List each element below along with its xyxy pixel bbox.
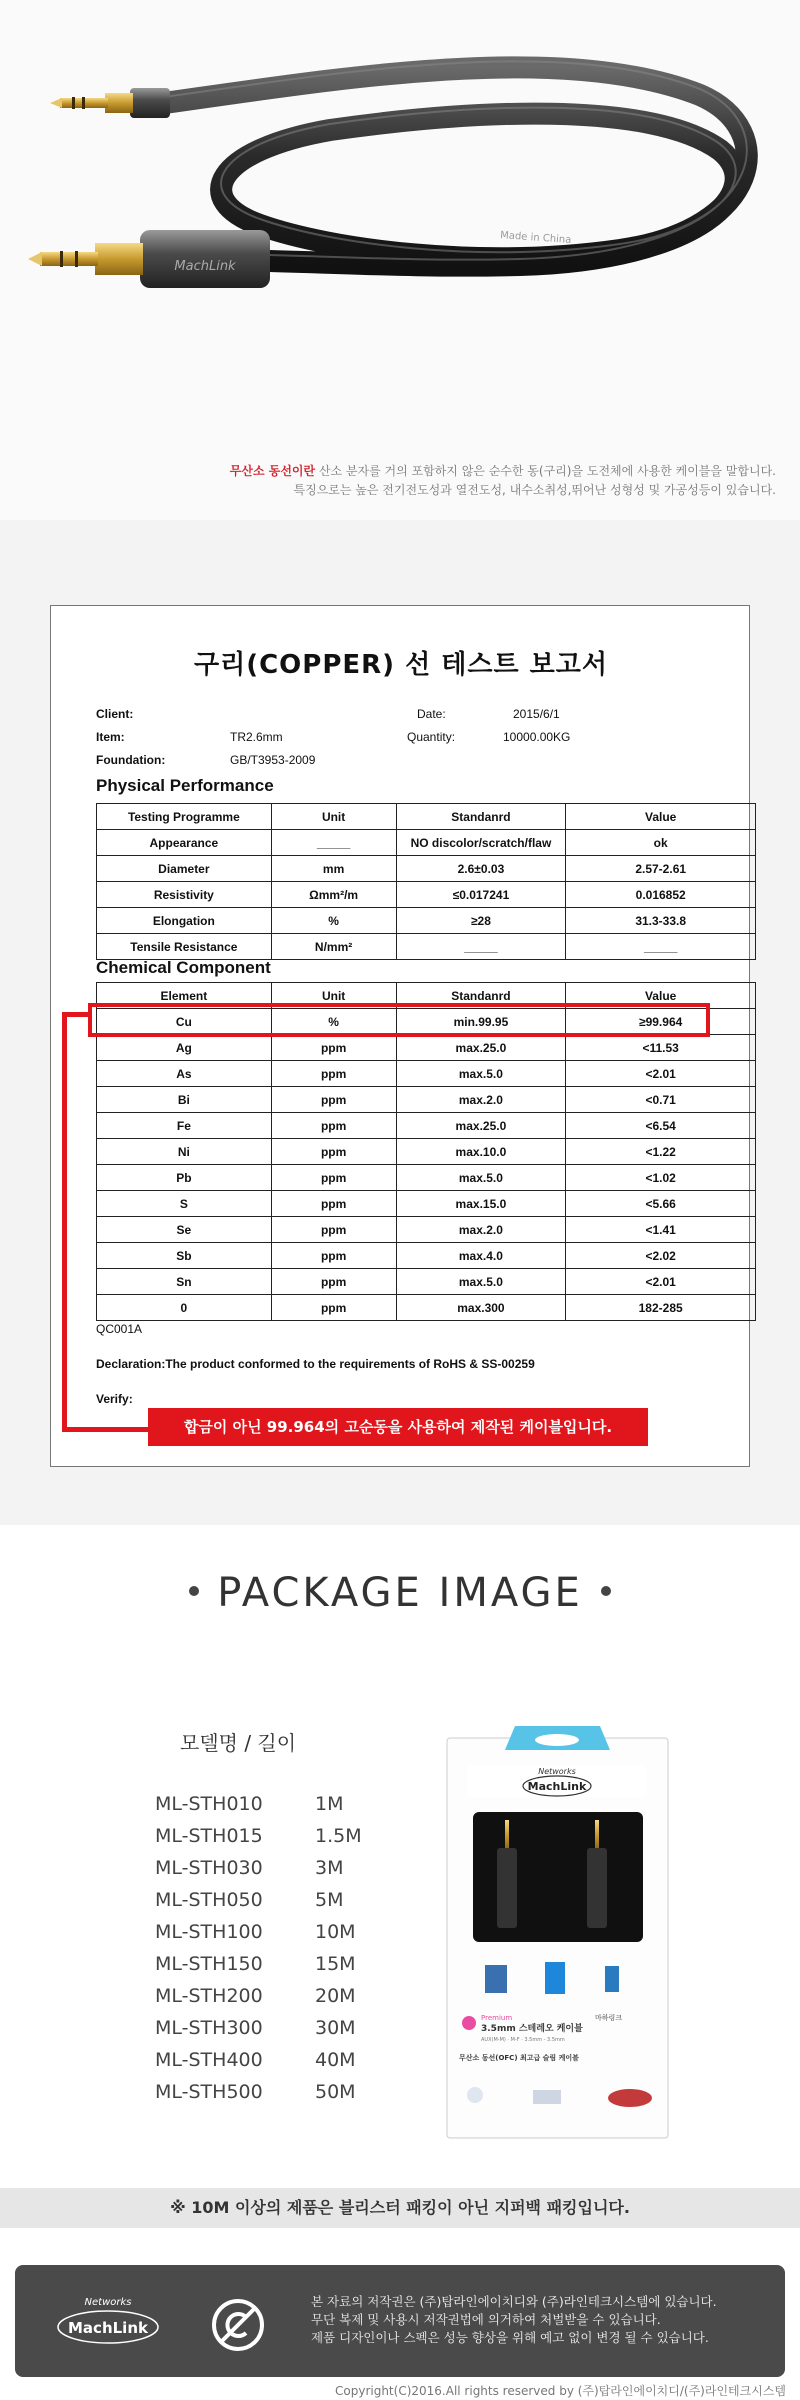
table-cell: _____ [566,934,756,960]
table-cell: Appearance [97,830,272,856]
table-cell: <5.66 [566,1191,756,1217]
table-cell: max.25.0 [396,1113,566,1139]
table-cell: mm [271,856,396,882]
table-cell: 31.3-33.8 [566,908,756,934]
callout-line-bottom [62,1427,152,1432]
model-length: 3M [315,1857,344,1879]
model-length: 50M [315,2081,356,2103]
chemical-row [97,1217,756,1243]
chemical-row [97,1035,756,1061]
model-length: 20M [315,1985,356,2007]
footer-line-1: 본 자료의 저작권은 (주)탑라인에이치디와 (주)라인테크시스템에 있습니다. [311,2294,717,2309]
table-cell: ppm [271,1113,396,1139]
table-cell: ok [566,830,756,856]
table-header-cell: Unit [271,983,396,1009]
package-box-image [445,1720,670,2140]
box-product-text: 3.5mm 스테레오 케이블 [481,2024,583,2034]
table-cell: max.300 [396,1295,566,1321]
box-subbrand-text: 마하링크 [595,2014,623,2022]
hero-caption [36,462,776,500]
table-header-cell: Value [566,804,756,830]
table-cell: max.5.0 [396,1269,566,1295]
hero-section [0,0,800,520]
quantity-value: 10000.00KG [503,730,571,744]
table-cell: <1.41 [566,1217,756,1243]
table-cell: Diameter [97,856,272,882]
packing-note: ※ 10M 이상의 제품은 블리스터 패킹이 아닌 지퍼백 패킹입니다. [0,2188,800,2228]
model-length: 1M [315,1793,344,1815]
declaration-text: Declaration:The product conformed to the requirements of RoHS & SS-00259 [96,1357,535,1371]
caption-highlight: 무산소 동선이란 [229,464,316,478]
physical-performance-table [96,803,756,960]
date-label: Date: [417,707,446,721]
table-cell: Sn [97,1269,272,1295]
callout-line-vertical [62,1012,67,1432]
table-cell: max.25.0 [396,1035,566,1061]
model-row [155,1788,375,1820]
table-cell: min.99.95 [396,1009,566,1035]
qc-code: QC001A [96,1322,143,1336]
foundation-value: GB/T3953-2009 [230,753,316,767]
table-cell: 2.6±0.03 [396,856,566,882]
footer [15,2265,785,2377]
table-cell: ≥99.964 [566,1009,756,1035]
model-name: ML-STH200 [155,1985,263,2007]
table-cell: max.4.0 [396,1243,566,1269]
box-spec-text: AUX(M-M) · M-F · 3.5mm - 3.5mm [481,2037,565,2043]
model-length: 40M [315,2049,356,2071]
table-cell: Bi [97,1087,272,1113]
table-header-cell: Standanrd [396,983,566,1009]
package-heading-text: PACKAGE IMAGE [217,1570,583,1616]
physical-performance-heading: Physical Performance [96,776,274,795]
table-cell: 182-285 [566,1295,756,1321]
foundation-label: Foundation: [96,753,166,767]
table-cell: Ag [97,1035,272,1061]
plug-brand-emboss: MachLink [174,259,236,274]
table-cell: max.10.0 [396,1139,566,1165]
table-cell: max.2.0 [396,1087,566,1113]
table-cell: ≤0.017241 [396,882,566,908]
chemical-row [97,1165,756,1191]
model-row [155,2012,375,2044]
footer-notice [311,2293,771,2347]
model-name: ML-STH150 [155,1953,263,1975]
table-cell: <11.53 [566,1035,756,1061]
model-row [155,1916,375,1948]
table-cell: _____ [271,830,396,856]
box-tagline-text: 무산소 동선(OFC) 최고급 슬림 케이블 [459,2054,579,2062]
model-length-heading: 모델명 / 길이 [180,1731,297,1755]
footer-line-2: 무단 복제 및 사용시 저작권법에 의거하여 처벌받을 수 있습니다. [311,2312,661,2327]
table-cell: ppm [271,1217,396,1243]
table-cell: S [97,1191,272,1217]
table-cell: Pb [97,1165,272,1191]
table-header-cell: Unit [271,804,396,830]
report-title: 구리(COPPER) 선 테스트 보고서 [193,650,609,680]
model-length: 5M [315,1889,344,1911]
item-label: Item: [96,730,125,744]
table-cell: ppm [271,1087,396,1113]
purity-banner: 합금이 아닌 99.964의 고순동을 사용하여 제작된 케이블입니다. [148,1408,648,1446]
physical-row [97,830,756,856]
model-row [155,1884,375,1916]
box-brand-text: MachLink [527,1780,587,1793]
caption-line-2: 특징으로는 높은 전기전도성과 열전도성, 내수소취성,뛰어난 성형성 및 가공성등이 있습니다. [293,483,776,497]
table-header-cell: Value [566,983,756,1009]
model-name: ML-STH500 [155,2081,263,2103]
table-cell: ppm [271,1191,396,1217]
table-cell: ppm [271,1295,396,1321]
table-cell: ppm [271,1243,396,1269]
physical-row [97,856,756,882]
chemical-row [97,1113,756,1139]
chemical-row [97,1087,756,1113]
table-cell: _____ [396,934,566,960]
caption-line-1: 산소 분자를 거의 포함하지 않은 순수한 동(구리)을 도전체에 사용한 케이블을 말합니다. [315,464,776,478]
table-cell: ppm [271,1165,396,1191]
table-cell: Ni [97,1139,272,1165]
physical-row [97,908,756,934]
model-row [155,1820,375,1852]
model-name: ML-STH400 [155,2049,263,2071]
copyright: Copyright(C)2016.All rights reserved by (주)탑라인에이치디/(주)라인테크시스템 [335,2384,786,2398]
model-length: 1.5M [315,1825,362,1847]
heading-dot-left [189,1586,199,1596]
table-cell: <6.54 [566,1113,756,1139]
table-cell: ≥28 [396,908,566,934]
table-cell: max.5.0 [396,1061,566,1087]
box-networks-text: Networks [538,1767,576,1776]
quantity-label: Quantity: [407,730,456,744]
cable-product-image [0,0,800,430]
table-cell: % [271,908,396,934]
table-cell: Ωmm²/m [271,882,396,908]
table-cell: <2.01 [566,1061,756,1087]
footer-brand-text: MachLink [68,2319,148,2337]
footer-logo [53,2291,163,2351]
table-cell: ppm [271,1035,396,1061]
table-cell: Elongation [97,908,272,934]
model-list [155,1788,375,2108]
date-value: 2015/6/1 [513,707,560,721]
model-row [155,2076,375,2108]
model-name: ML-STH300 [155,2017,263,2039]
no-copy-icon [210,2297,266,2353]
model-name: ML-STH050 [155,1889,263,1911]
footer-line-3: 제품 디자인이나 스펙은 성능 향상을 위해 예고 없이 변경 될 수 있습니다. [311,2330,709,2345]
table-cell: % [271,1009,396,1035]
table-cell: Tensile Resistance [97,934,272,960]
box-premium-text: Premium [481,2014,513,2022]
cable-print-text: Made in China [499,230,572,246]
model-row [155,1980,375,2012]
table-header-cell: Standanrd [396,804,566,830]
model-row [155,1948,375,1980]
model-length: 10M [315,1921,356,1943]
table-header-row [97,804,756,830]
table-cell: As [97,1061,272,1087]
table-cell: <1.22 [566,1139,756,1165]
model-name: ML-STH010 [155,1793,263,1815]
model-row [155,2044,375,2076]
table-cell: ppm [271,1061,396,1087]
verify-label: Verify: [96,1392,133,1406]
chemical-row [97,1061,756,1087]
client-label: Client: [96,707,134,721]
cu-row-highlight [88,1003,710,1037]
table-cell: 2.57-2.61 [566,856,756,882]
model-name: ML-STH015 [155,1825,263,1847]
table-cell: <2.02 [566,1243,756,1269]
physical-row [97,882,756,908]
table-cell: ppm [271,1269,396,1295]
item-value: TR2.6mm [230,730,283,744]
table-cell: ppm [271,1139,396,1165]
model-length: 30M [315,2017,356,2039]
table-cell: max.2.0 [396,1217,566,1243]
chemical-row [97,1139,756,1165]
chemical-row [97,1295,756,1321]
table-header-cell: Testing Programme [97,804,272,830]
table-cell: <1.02 [566,1165,756,1191]
table-cell: 0 [97,1295,272,1321]
model-row [155,1852,375,1884]
table-cell: max.5.0 [396,1165,566,1191]
table-cell: Resistivity [97,882,272,908]
table-cell: NO discolor/scratch/flaw [396,830,566,856]
chemical-row [97,1191,756,1217]
model-length: 15M [315,1953,356,1975]
table-cell: <2.01 [566,1269,756,1295]
footer-networks-text: Networks [84,2297,132,2308]
table-cell: 0.016852 [566,882,756,908]
heading-dot-right [601,1586,611,1596]
table-cell: N/mm² [271,934,396,960]
table-cell: <0.71 [566,1087,756,1113]
table-cell: Sb [97,1243,272,1269]
chemical-component-heading: Chemical Component [96,958,271,977]
chemical-row [97,1243,756,1269]
physical-row [97,934,756,960]
table-cell: Fe [97,1113,272,1139]
package-heading [0,1570,800,1616]
model-name: ML-STH100 [155,1921,263,1943]
table-cell: Cu [97,1009,272,1035]
table-cell: max.15.0 [396,1191,566,1217]
table-cell: Se [97,1217,272,1243]
table-header-cell: Element [97,983,272,1009]
model-name: ML-STH030 [155,1857,263,1879]
chemical-row [97,1269,756,1295]
